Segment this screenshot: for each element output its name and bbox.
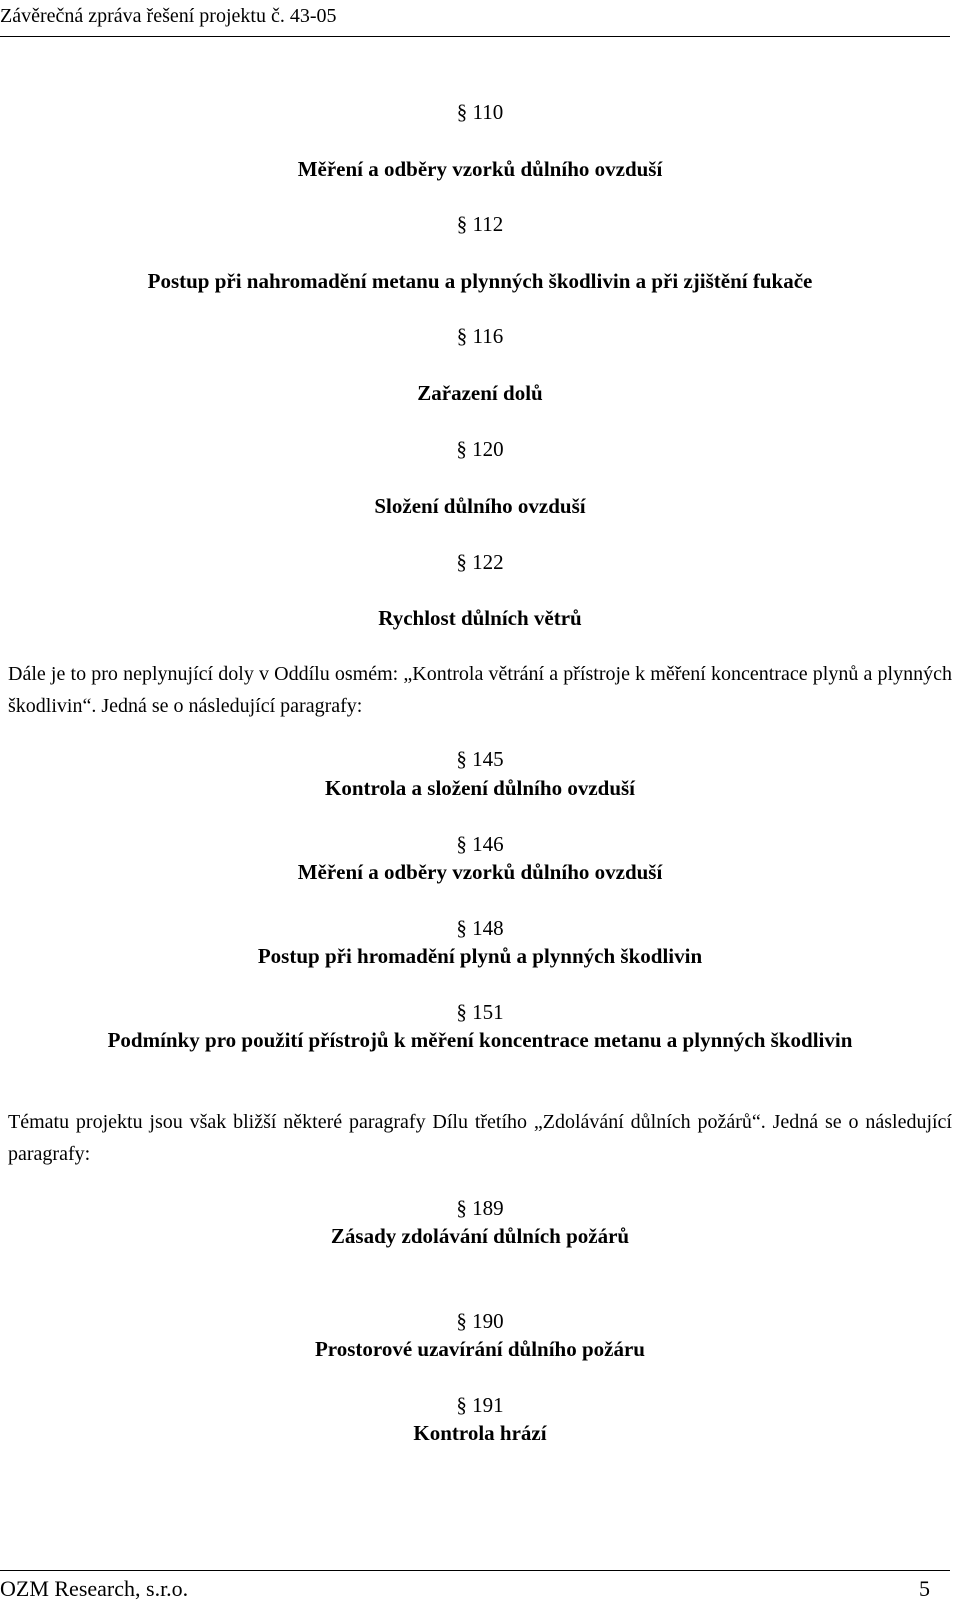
section-heading: Zásady zdolávání důlních požárů — [330, 1224, 630, 1248]
paragraph-number: § 145 — [456, 747, 504, 771]
paragraph-number: § 146 — [456, 832, 504, 856]
body-paragraph: Dále je to pro neplynující doly v Oddílu osmém: „Kontrola větrání a přístroje k měření koncentrace plynů a plynných škodlivin“. Jedná se o následující paragrafy: — [8, 663, 952, 717]
page-number: 5 — [919, 1576, 930, 1601]
section-heading: Zařazení dolů — [417, 381, 543, 405]
paragraph-number: § 190 — [456, 1309, 504, 1333]
paragraph-number: § 116 — [456, 324, 504, 348]
header-title: Závěrečná zpráva řešení projektu č. 43-05 — [0, 5, 337, 27]
body-paragraph: Tématu projektu jsou však bližší některé paragrafy Dílu třetího „Zdolávání důlních požárů“. Jedná se o následující paragrafy: — [8, 1111, 952, 1165]
section-heading: Měření a odběry vzorků důlního ovzduší — [297, 157, 663, 181]
paragraph-number: § 191 — [456, 1393, 504, 1417]
section-heading: Složení důlního ovzduší — [374, 494, 586, 518]
paragraph-number: § 148 — [456, 916, 504, 940]
paragraph-number: § 122 — [456, 550, 504, 574]
paragraph-number: § 110 — [456, 100, 504, 124]
section-heading: Kontrola hrází — [413, 1421, 547, 1445]
section-heading: Měření a odběry vzorků důlního ovzduší — [297, 860, 663, 884]
paragraph-number: § 120 — [456, 437, 504, 461]
section-heading: Prostorové uzavírání důlního požáru — [314, 1337, 645, 1361]
section-heading: Rychlost důlních větrů — [378, 606, 582, 630]
paragraph-number: § 189 — [456, 1196, 504, 1220]
paragraph-number: § 112 — [456, 212, 504, 236]
section-heading: Kontrola a složení důlního ovzduší — [324, 776, 636, 800]
page-footer — [0, 1570, 950, 1601]
section-heading: Podmínky pro použití přístrojů k měření koncentrace metanu a plynných škodlivin — [107, 1028, 853, 1052]
page-header — [0, 0, 950, 37]
section-heading: Postup při nahromadění metanu a plynných škodlivin a při zjištění fukače — [147, 269, 813, 293]
footer-company: OZM Research, s.r.o. — [0, 1576, 189, 1601]
section-heading: Postup při hromadění plynů a plynných škodlivin — [257, 944, 703, 968]
paragraph-number: § 151 — [456, 1000, 504, 1024]
